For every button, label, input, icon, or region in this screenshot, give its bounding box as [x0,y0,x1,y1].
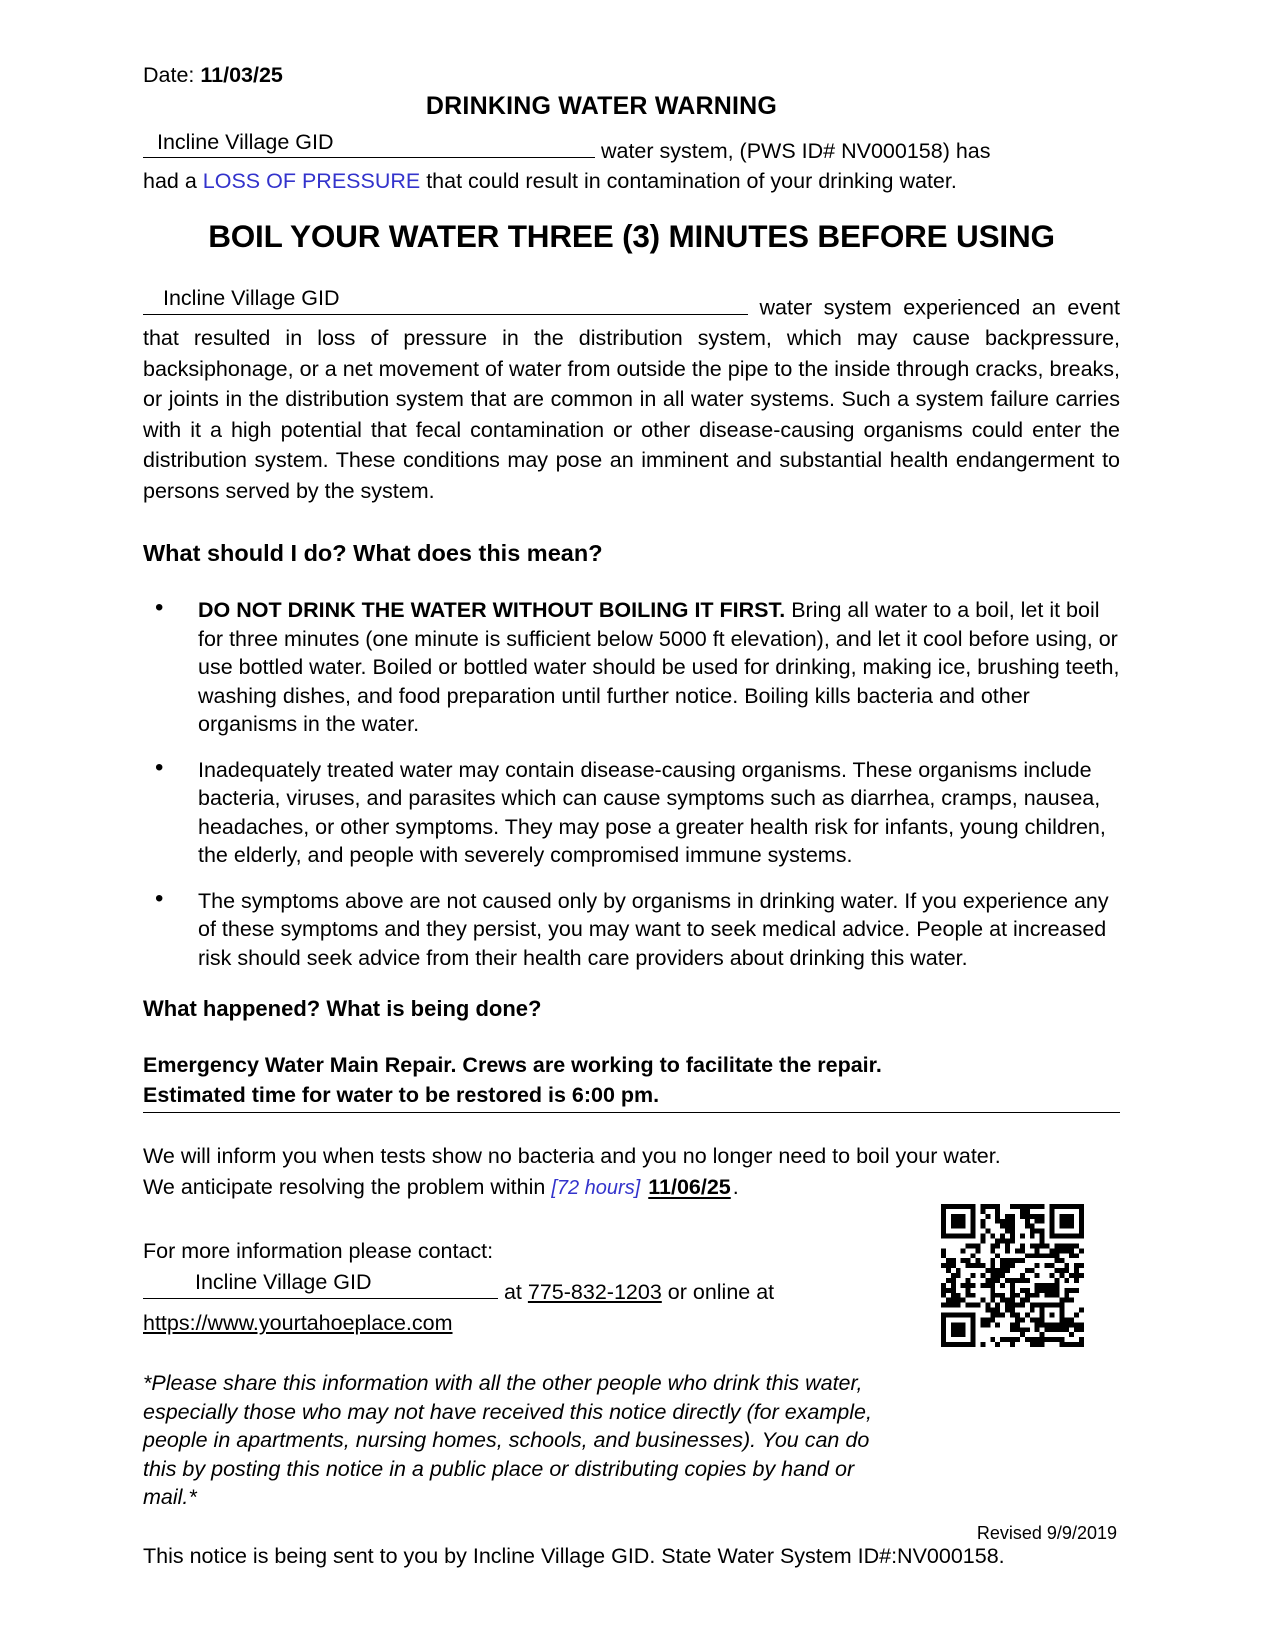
inform-line-2 [143,1172,1120,1204]
contact-phone-link[interactable]: 775-832-1203 [527,1280,662,1304]
contact-org-blank: Incline Village GID [143,1267,498,1299]
contact-at-label: at [498,1280,528,1304]
page-title: DRINKING WATER WARNING [425,92,778,120]
emergency-line-1: Emergency Water Main Repair. Crews are working to facilitate the repair. [143,1053,882,1077]
final-notice-paragraph: This notice is being sent to you by Incline Village GID. State Water System ID#:NV000158. [143,1543,1005,1568]
contact-website-link[interactable]: https://www.yourtahoeplace.com [143,1311,453,1335]
resolution-block [143,1141,1120,1204]
intro-line2-suffix: that could result in contamination of your drinking water. [420,169,957,193]
intro-paragraph [143,127,1120,196]
loss-of-pressure-text: LOSS OF PRESSURE [202,169,421,193]
hours-hint-text: [72 hours] [551,1177,641,1199]
qr-code-icon [941,1204,1084,1347]
intro-line2-prefix: had a [143,169,203,193]
resolve-date-value: 11/06/25 [648,1175,731,1199]
body-paragraph-text: event that resulted in loss of pressure in the distribution system, which may cause backpressure, backsiphonage, or a net movement of water from outside the pipe to the inside through cracks, breaks, or joints in the distribution system that are common in all water systems. Such a system failure carries with it a high potential that fecal contamination or other disease-causing organisms could enter the distribution system. These conditions may pose an imminent and substantial health endangerment to persons served by the system. [143,295,1120,503]
list-item [143,596,1120,739]
contact-middle-label: or online at [661,1280,775,1304]
emergency-status-block [143,1050,1120,1113]
body-paragraph [143,283,1120,506]
inform-line2-prefix: We anticipate resolving the problem within [143,1175,552,1199]
bullet-dot-icon: • [155,594,164,621]
section-heading-what-should-i-do: What should I do? What does this mean? [143,540,603,566]
bullet-bold-lead: DO NOT DRINK THE WATER WITHOUT BOILING IT FIRST. [198,598,786,622]
bullet-dot-icon: • [155,884,164,912]
boil-water-headline: BOIL YOUR WATER THREE (3) MINUTES BEFORE USING [208,218,1055,254]
system-name-blank-2: Incline Village GID [143,283,748,315]
date-label: Date: [143,63,195,87]
emergency-line-2: Estimated time for water to be restored is 6:00 pm. [143,1083,660,1107]
inform-line-1: We will inform you when tests show no bacteria and you no longer need to boil your water. [143,1144,1001,1168]
qr-code[interactable] [941,1204,1084,1347]
revised-footer: Revised 9/9/2019 [976,1523,1117,1543]
list-item [143,884,1120,973]
bullet-text: Inadequately treated water may contain disease-causing organisms. These organisms include bacteria, viruses, and parasites which can cause symptoms such as diarrhea, cramps, nausea, headaches, or other symptoms. They may pose a greater health risk for infants, young children, the elderly, and people with severely compromised immune systems. [198,757,1106,867]
list-item [143,753,1120,870]
bullet-dot-icon: • [155,753,164,781]
intro-after-blank: water system, (PWS ID# NV000158) has [595,139,991,163]
inform-line2-suffix: . [732,1175,739,1199]
system-name-blank-1: Incline Village GID [143,127,595,158]
bullet-text: The symptoms above are not caused only by organisms in drinking water. If you experience any of these symptoms and they persist, you may want to seek medical advice. People at increased risk should seek advice from their health care providers about drinking this water. [198,888,1109,970]
section-heading-what-happened: What happened? What is being done? [143,996,542,1021]
advice-bullet-list [143,596,1120,972]
share-note-paragraph: *Please share this information with all the other people who drink this water, especially those who may not have received this notice directly (for example, people in apartments, nursing homes, schools, and businesses). You can do this by posting this notice in a public place or distributing copies by hand or mail.* [143,1371,872,1509]
bullet-text: Bring all water to a boil, let it boil for three minutes (one minute is sufficient below 5000 ft elevation), and let it cool before using, or use bottled water. Boiled or bottled water should be used for drinking, making ice, brushing teeth, washing dishes, and food preparation until further notice. Boiling kills bacteria and other organisms in the water. [198,598,1120,736]
date-value: 11/03/25 [200,63,283,87]
contact-lead: For more information please contact: [143,1239,494,1263]
date-row [143,62,1120,88]
body-after-blank: water system experienced an [748,295,1056,320]
